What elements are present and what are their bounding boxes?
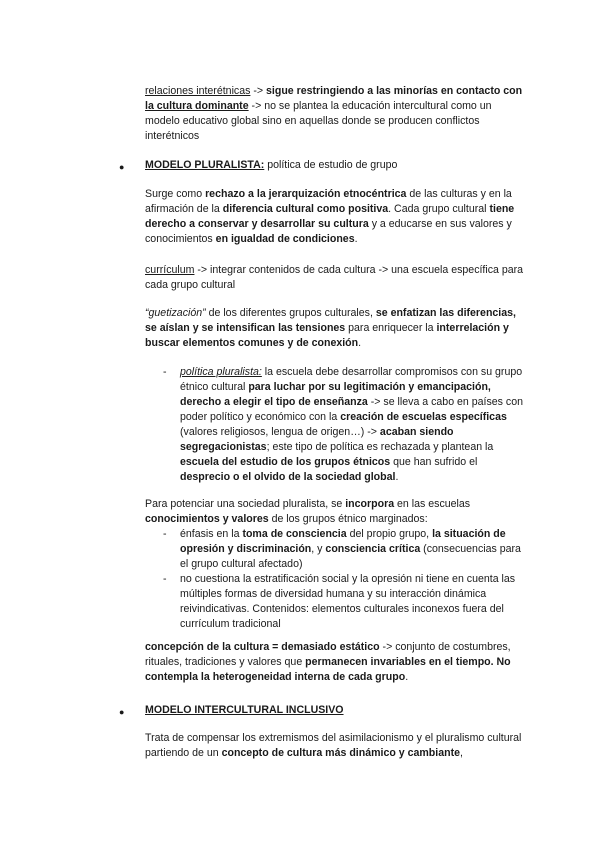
dash-marker: -	[163, 573, 167, 585]
heading-modelo-pluralista: MODELO PLURALISTA: política de estudio de grupo	[145, 159, 398, 171]
paragraph-trata-de-compensar: Trata de compensar los extremismos del asimilacionismo y el pluralismo cultural partiendo de un concepto de cultura más dinámico y cambiante,	[145, 732, 522, 759]
paragraph-potenciar-sociedad: Para potenciar una sociedad pluralista, se incorpora en las escuelas conocimientos y valores de los grupos étnico marginados:	[145, 498, 471, 525]
paragraph-curriculum: currículum -> integrar contenidos de cada cultura -> una escuela específica para cada grupo cultural	[145, 264, 524, 291]
paragraph-concepcion-cultura: concepción de la cultura = demasiado estático -> conjunto de costumbres, rituales, tradiciones y valores que permanecen invariables en el tiempo. No contempla la heterogeneidad interna de cada grupo.	[145, 641, 511, 683]
dash-marker: -	[163, 528, 167, 540]
dash-marker: -	[163, 366, 167, 378]
bullet-icon: ●	[119, 162, 125, 172]
list-item-no-cuestiona: no cuestiona la estratificación social y la opresión ni tiene en cuenta las múltiples formas de diversidad humana y su interacción dinámica reivindicativas. Contenidos: elementos culturales inconexos fuera del currículum tradicional	[180, 573, 516, 630]
heading-modelo-intercultural: MODELO INTERCULTURAL INCLUSIVO	[145, 704, 344, 716]
paragraph-guetizacion: “guetización” de los diferentes grupos culturales, se enfatizan las diferencias, se aíslan y se intensifican las tensiones para enriquecer la interrelación y buscar elementos comunes y de conexión.	[145, 307, 516, 349]
bullet-icon: ●	[119, 707, 125, 717]
list-item-politica-pluralista: política pluralista: la escuela debe desarrollar compromisos con su grupo étnico cultural para luchar por su legitimación y emancipación, derecho a elegir el tipo de enseñanza -> se lleva a cabo en países con poder político y económico con la creación de escuelas específicas (valores religiosos, lengua de origen…) -> acaban siendo segregacionistas; este tipo de política es rechazada y plantean la escuela del estudio de los grupos étnicos que han sufrido el desprecio o el olvido de la sociedad global.	[180, 366, 523, 483]
list-item-enfasis: énfasis en la toma de consciencia del propio grupo, la situación de opresión y discriminación, y consciencia crítica (consecuencias para el grupo cultural afectado)	[180, 528, 521, 570]
paragraph-surge-como: Surge como rechazo a la jerarquización etnocéntrica de las culturas y en la afirmación de la diferencia cultural como positiva. Cada grupo cultural tiene derecho a conservar y desarrollar su cultura y a educarse en sus valores y conocimientos en igualdad de condiciones.	[145, 188, 515, 245]
paragraph-relaciones-interetnicas: relaciones interétnicas -> sigue restringiendo a las minorías en contacto con la cultura dominante -> no se plantea la educación intercultural como un modelo educativo global sino en aquellas donde se producen conflictos interétnicos	[145, 85, 523, 142]
